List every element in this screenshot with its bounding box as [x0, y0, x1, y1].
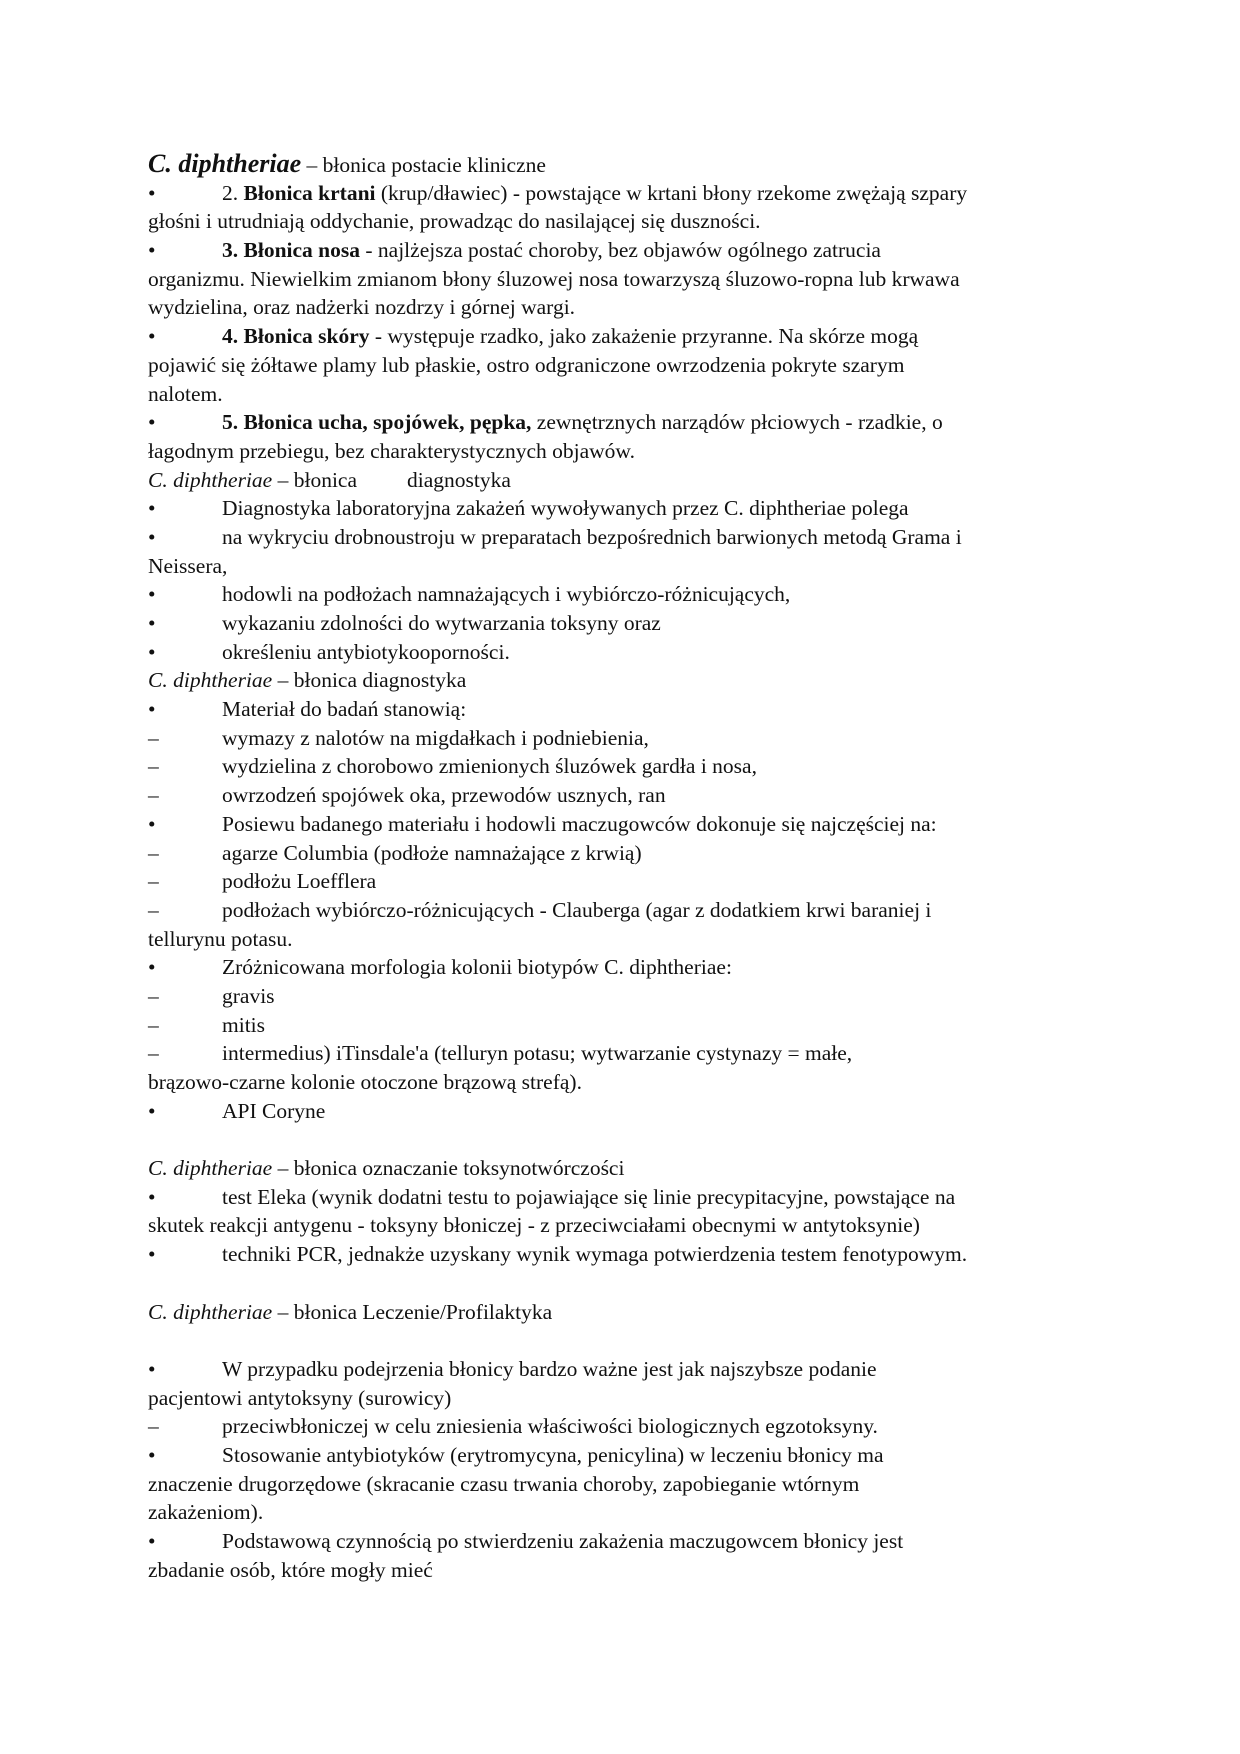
list-item-continuation: wydzielina, oraz nadżerki nozdrzy i górnej wargi. — [148, 295, 576, 320]
heading-species: C. diphtheriae — [148, 467, 273, 492]
term-bold: 4. Błonica skóry — [222, 324, 370, 349]
bullet-marker: • — [148, 410, 156, 435]
term-bold: 5. Błonica ucha, spojówek, pępka, — [222, 410, 532, 435]
list-item: • W przypadku podejrzenia błonicy bardzo ważne jest jak najszybsze podanie — [148, 1355, 1098, 1384]
list-item: • Zróżnicowana morfologia kolonii biotypów C. diphtheriae: — [148, 953, 1098, 982]
list-item-continuation: łagodnym przebiegu, bez charakterystycznych objawów. — [148, 438, 635, 463]
list-item: • określeniu antybiotykooporności. — [148, 638, 1098, 667]
section-heading-diagnostics-material: C. diphtheriae – błonica diagnostyka — [148, 668, 467, 693]
list-item: • techniki PCR, jednakże uzyskany wynik wymaga potwierdzenia testem fenotypowym. — [148, 1240, 1098, 1269]
dash-marker: – — [148, 840, 159, 865]
bullet-marker: • — [148, 180, 156, 205]
blank-line — [148, 1269, 1098, 1298]
term-bold: 3. Błonica nosa — [222, 238, 360, 263]
list-item: • 5. Błonica ucha, spojówek, pępka, zewnętrznych narządów płciowych - rzadkie, o — [148, 408, 1098, 437]
list-subitem: – owrzodzeń spojówek oka, przewodów usznych, ran — [148, 781, 1098, 810]
list-item: • test Eleka (wynik dodatni testu to pojawiające się linie precypitacyjne, powstające na — [148, 1183, 1098, 1212]
bullet-marker: • — [148, 1356, 156, 1381]
section-heading-toxigenicity: C. diphtheriae – błonica oznaczanie toksynotwórczości — [148, 1156, 625, 1181]
dash-marker: – — [148, 1012, 159, 1037]
term-bold: Błonica krtani — [243, 180, 376, 205]
list-subitem: – mitis — [148, 1011, 1098, 1040]
dash-marker: – — [148, 869, 159, 894]
list-item-continuation: pojawić się żółtawe plamy lub płaskie, ostro odgraniczone owrzodzenia pokryte szarym — [148, 352, 905, 377]
bullet-marker: • — [148, 811, 156, 836]
list-subitem: – wydzielina z chorobowo zmienionych śluzówek gardła i nosa, — [148, 752, 1098, 781]
bullet-marker: • — [148, 582, 156, 607]
list-item-continuation: brązowo-czarne kolonie otoczone brązową strefą). — [148, 1070, 582, 1094]
list-item: • Posiewu badanego materiału i hodowli maczugowców dokonuje się najczęściej na: — [148, 810, 1098, 839]
dash-marker: – — [148, 754, 159, 779]
heading-species: C. diphtheriae — [148, 1299, 273, 1324]
list-subitem: – intermedius) iTinsdale'a (telluryn potasu; wytwarzanie cystynazy = małe, — [148, 1039, 1098, 1068]
heading-species: C. diphtheriae — [148, 668, 273, 693]
section-heading-treatment: C. diphtheriae – błonica Leczenie/Profilaktyka — [148, 1299, 553, 1324]
section-heading-clinical-forms — [148, 150, 1098, 179]
dash-marker: – — [148, 983, 159, 1008]
list-item-continuation: głośni i utrudniają oddychanie, prowadząc do nasilającej się duszności. — [148, 209, 761, 234]
bullet-marker: • — [148, 1098, 156, 1123]
dash-marker: – — [148, 897, 159, 922]
heading-species: C. diphtheriae — [148, 1156, 273, 1181]
bullet-marker: • — [148, 238, 156, 263]
list-item: • 2. Błonica krtani (krup/dławiec) - powstające w krtani błony rzekome zwężają szpary — [148, 179, 1098, 208]
list-item: • Materiał do badań stanowią: — [148, 695, 1098, 724]
list-item-continuation: pacjentowi antytoksyny (surowicy) — [148, 1385, 452, 1410]
dash-marker: – — [148, 1041, 159, 1066]
list-item: • hodowli na podłożach namnażających i wybiórczo-różnicujących, — [148, 580, 1098, 609]
list-item-continuation: skutek reakcji antygenu - toksyny błoniczej - z przeciwciałami obecnymi w antytoksynie) — [148, 1213, 920, 1238]
list-item: • na wykryciu drobnoustroju w preparatach bezpośrednich barwionych metodą Grama i — [148, 523, 1098, 552]
list-subitem: – podłożach wybiórczo-różnicujących - Clauberga (agar z dodatkiem krwi baraniej i — [148, 896, 1098, 925]
dash-marker: – — [148, 1414, 159, 1439]
bullet-marker: • — [148, 1529, 156, 1553]
bullet-marker: • — [148, 524, 156, 549]
list-subitem: – przeciwbłoniczej w celu zniesienia właściwości biologicznych egzotoksyny. — [148, 1412, 1098, 1441]
list-item-continuation: tellurynu potasu. — [148, 926, 293, 951]
list-item-continuation: znaczenie drugorzędowe (skracanie czasu trwania choroby, zapobieganie wtórnym — [148, 1471, 860, 1496]
list-subitem: – agarze Columbia (podłoże namnażające z krwią) — [148, 839, 1098, 868]
bullet-marker: • — [148, 324, 156, 349]
list-item: • Diagnostyka laboratoryjna zakażeń wywoływanych przez C. diphtheriae polega — [148, 494, 1098, 523]
bullet-marker: • — [148, 611, 156, 635]
list-item: • wykazaniu zdolności do wytwarzania toksyny oraz — [148, 609, 1098, 638]
bullet-marker: • — [148, 496, 156, 521]
dash-marker: – — [148, 783, 159, 808]
heading-topic: – błonica postacie kliniczne — [301, 153, 546, 177]
list-subitem: – wymazy z nalotów na migdałkach i podniebienia, — [148, 724, 1098, 753]
list-item-continuation: organizmu. Niewielkim zmianom błony śluzowej nosa towarzyszą śluzowo-ropna lub krwawa — [148, 266, 960, 291]
document-body — [148, 150, 1098, 1584]
dash-marker: – — [148, 725, 159, 750]
list-item-continuation: zbadanie osób, które mogły mieć — [148, 1557, 433, 1582]
list-item: • API Coryne — [148, 1097, 1098, 1126]
bullet-marker: • — [148, 955, 156, 980]
blank-line — [148, 1326, 1098, 1355]
list-item: • Podstawową czynnością po stwierdzeniu zakażenia maczugowcem błonicy jest — [148, 1527, 1098, 1556]
list-item-continuation: Neissera, — [148, 553, 228, 578]
blank-line — [148, 1125, 1098, 1154]
list-item-continuation: zakażeniom). — [148, 1500, 264, 1525]
bullet-marker: • — [148, 1184, 156, 1209]
list-subitem: – gravis — [148, 982, 1098, 1011]
bullet-marker: • — [148, 1242, 156, 1267]
list-item-continuation: nalotem. — [148, 381, 223, 406]
list-subitem: – podłożu Loefflera — [148, 867, 1098, 896]
list-item: • Stosowanie antybiotyków (erytromycyna, penicylina) w leczeniu błonicy ma — [148, 1441, 1098, 1470]
list-item: • 4. Błonica skóry - występuje rzadko, jako zakażenie przyranne. Na skórze mogą — [148, 322, 1098, 351]
bullet-marker: • — [148, 1442, 156, 1467]
section-heading-diagnostics: C. diphtheriae – błonica diagnostyka — [148, 467, 511, 492]
bullet-marker: • — [148, 697, 156, 722]
heading-species: C. diphtheriae — [148, 149, 302, 178]
bullet-marker: • — [148, 639, 156, 664]
list-item: • 3. Błonica nosa - najlżejsza postać choroby, bez objawów ogólnego zatrucia — [148, 236, 1098, 265]
